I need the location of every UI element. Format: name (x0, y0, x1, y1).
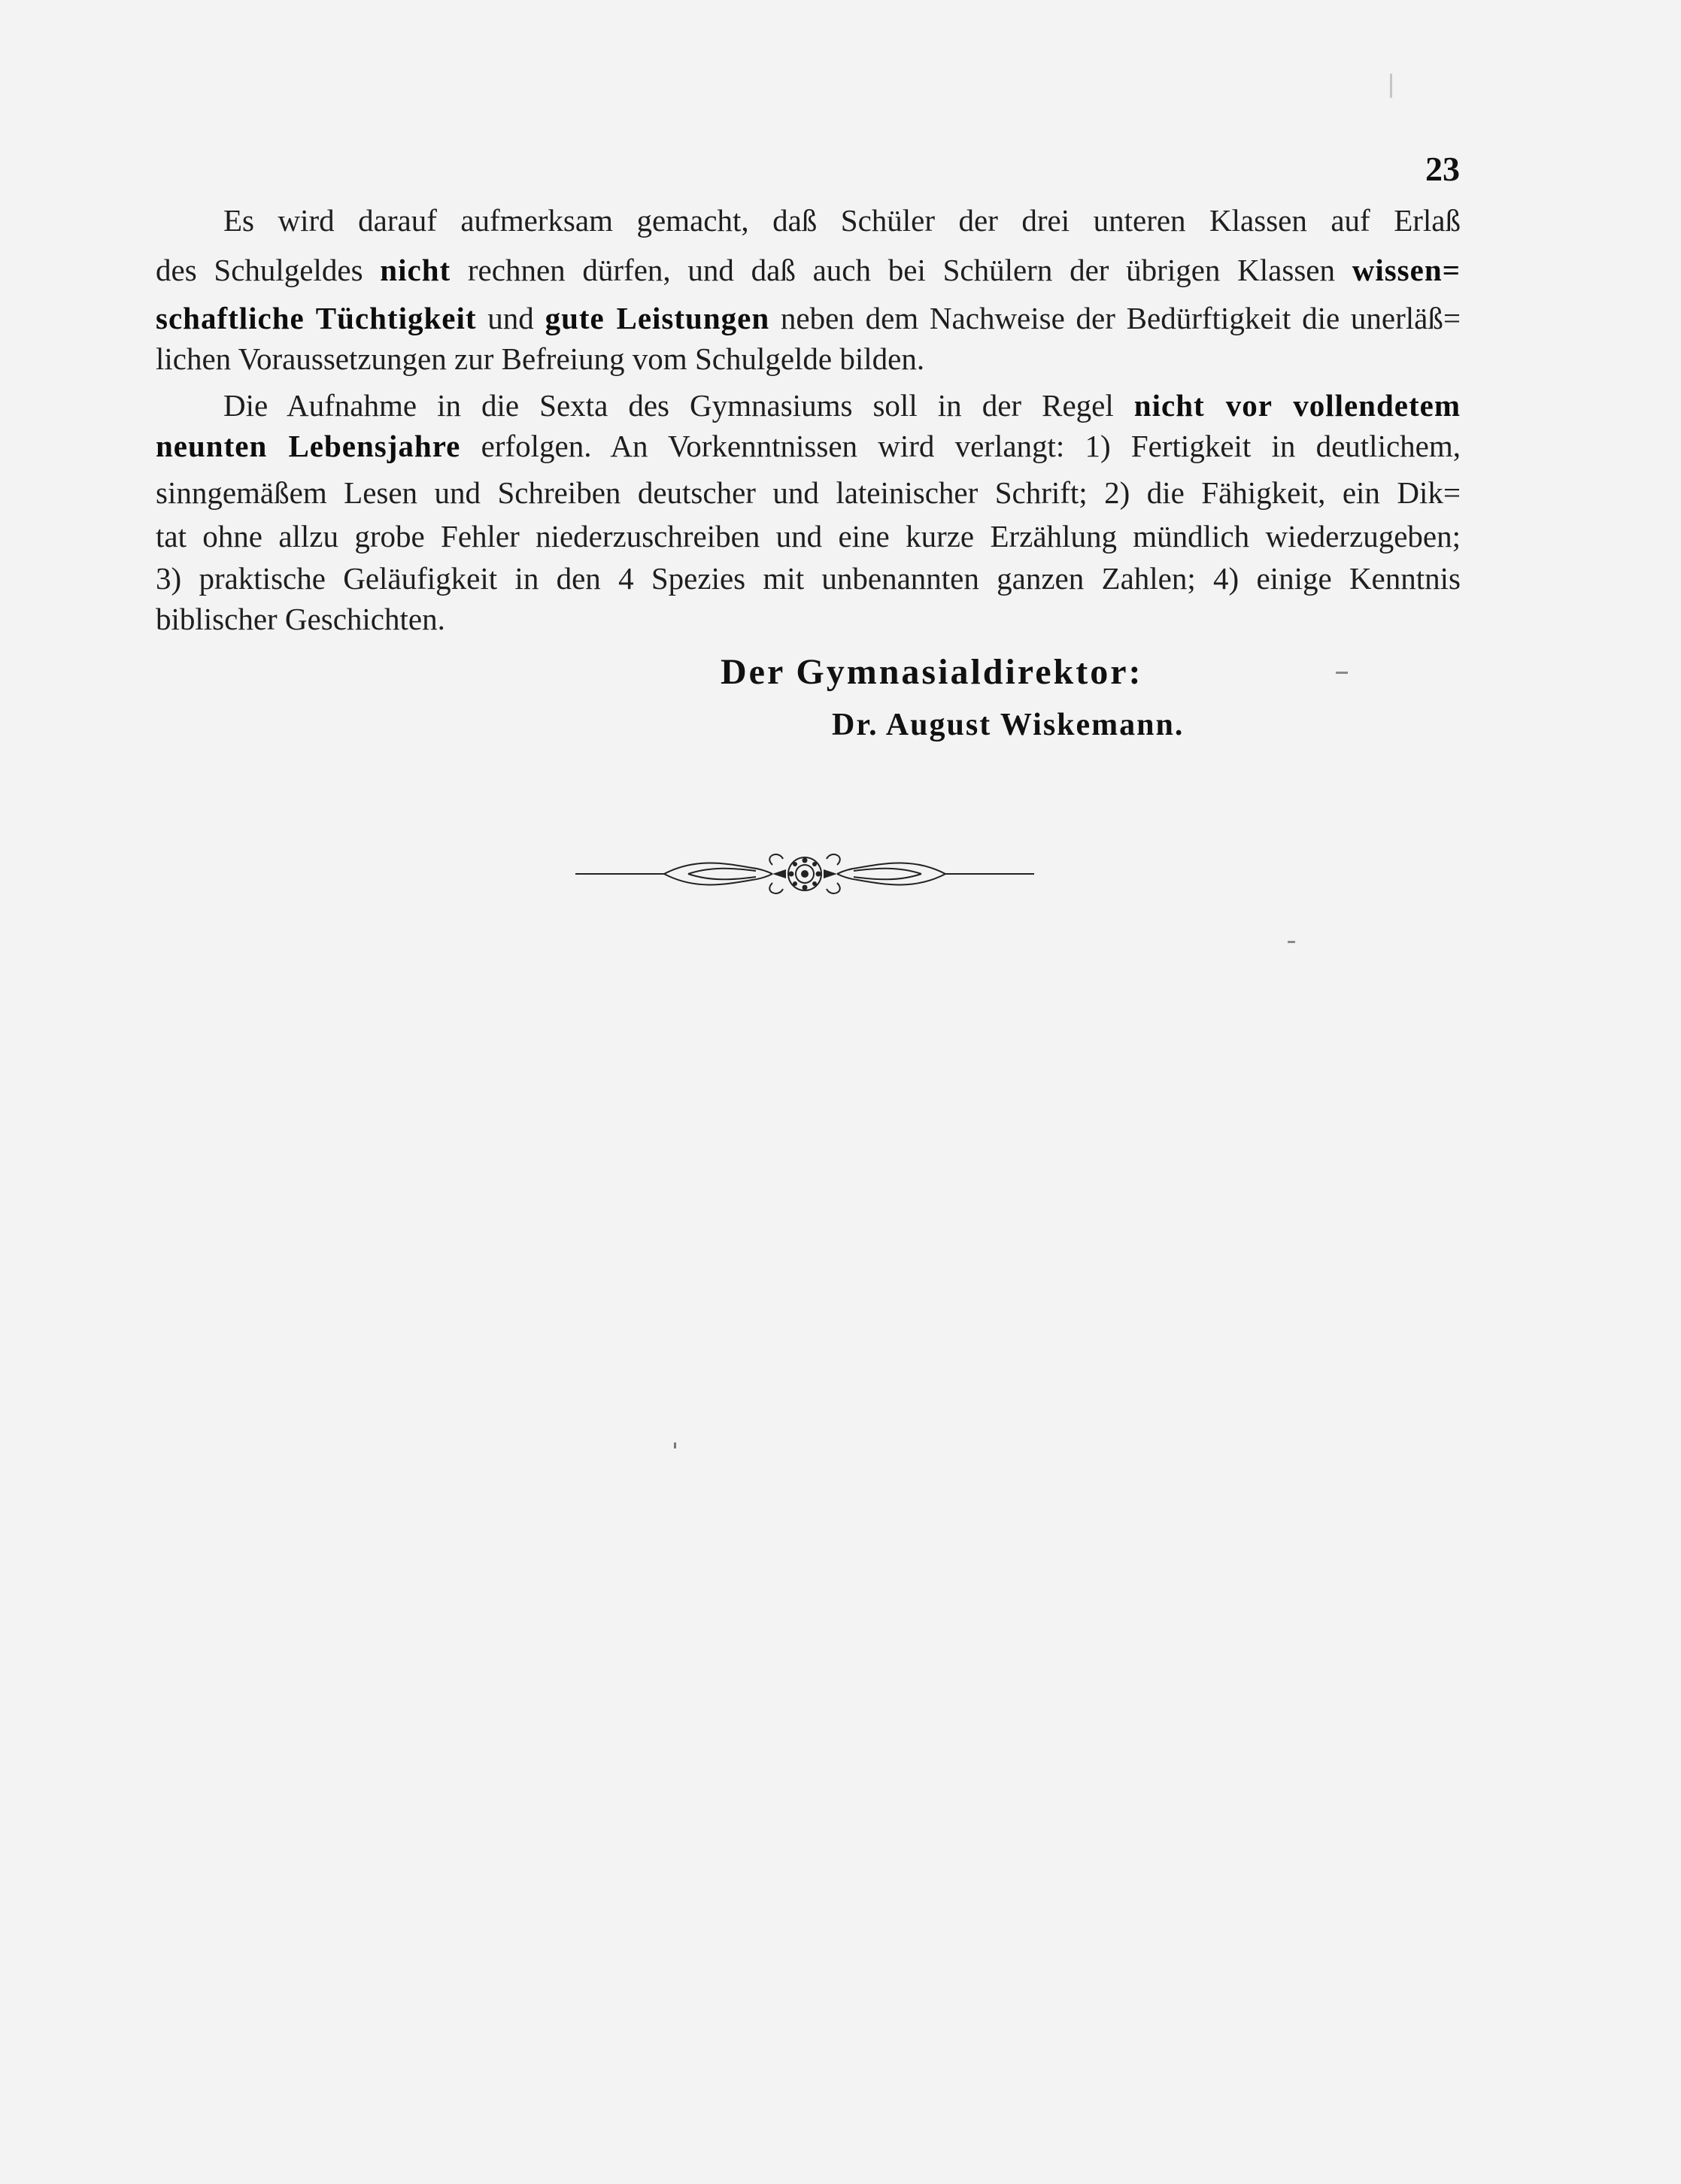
emphasis: neunten Lebensjahre (156, 429, 461, 463)
emphasis: wissen= (1352, 253, 1461, 287)
paragraph-1-line-4: lichen Voraussetzungen zur Befreiung vom Schulgelde bilden. (156, 341, 925, 376)
paragraph-1-line-1: Es wird darauf aufmerksam gemacht, daß Schüler der drei unteren Klassen auf Erlaß (223, 203, 1461, 238)
scan-speck (674, 1442, 676, 1448)
paragraph-2-line-5: 3) praktische Geläufigkeit in den 4 Spezies mit unbenannten ganzen Zahlen; 4) einige Kenntnis (156, 561, 1461, 596)
text-run: des Schulgeldes (156, 253, 381, 287)
scan-speck (1390, 74, 1392, 98)
paragraph-2-line-2 (156, 427, 1461, 465)
signature-name: Dr. August Wiskemann. (832, 708, 1185, 742)
paragraph-2-line-6: biblischer Geschichten. (156, 602, 445, 636)
paragraph-2-line-4: tat ohne allzu grobe Fehler niederzuschreiben und eine kurze Erzählung mündlich wiederzugeben; (156, 519, 1461, 554)
paragraph-1-line-2 (156, 251, 1461, 289)
emphasis: nicht vor vollendetem (1133, 388, 1461, 423)
emphasis: nicht (380, 253, 451, 287)
paragraph-2-line-3: sinngemäßem Lesen und Schreiben deutscher und lateinischer Schrift; 2) die Fähigkeit, ein Dik= (156, 475, 1461, 510)
text-run: rechnen dürfen, und daß auch bei Schülern der übrigen Klassen (451, 253, 1352, 287)
paragraph-1-line-3 (156, 299, 1461, 337)
page-number: 23 (1425, 150, 1460, 188)
scan-speck (1288, 941, 1295, 943)
signature-title: Der Gymnasialdirektor: (721, 652, 1143, 692)
scan-speck (1336, 672, 1348, 674)
text-run: erfolgen. An Vorkenntnissen wird verlangt: 1) Fertigkeit in deutlichem, (460, 429, 1461, 463)
emphasis: schaftliche Tüchtigkeit (156, 301, 477, 335)
text-run: neben dem Nachweise der Bedürftigkeit die unerläß= (769, 301, 1461, 335)
paragraph-2-line-1 (223, 387, 1461, 424)
text-run: Die Aufnahme in die Sexta des Gymnasiums soll in der Regel (223, 388, 1134, 423)
emphasis: gute Leistungen (545, 301, 770, 335)
ornament-divider-icon (575, 842, 1034, 905)
text-run: und (476, 301, 545, 335)
